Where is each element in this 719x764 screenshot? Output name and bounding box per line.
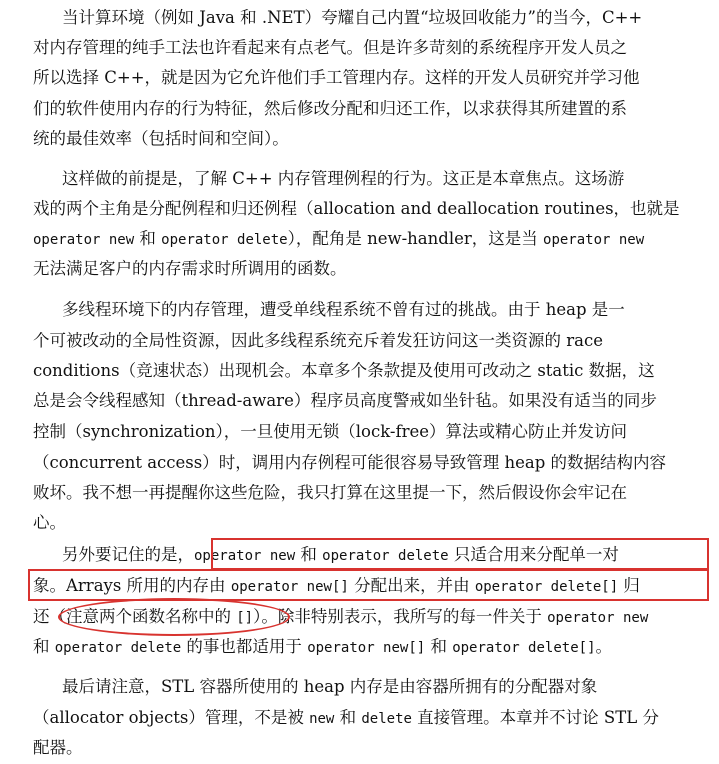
p2-line-1: 这样做的前提是，了解 C++ 内存管理例程的行为。这正是本章焦点。这场游 [62,169,625,188]
code-new: new [309,711,335,727]
text-fragment: 只适合用来分配单一对 [448,545,619,564]
code-operator-new-array: operator new[] [230,579,349,595]
code-operator-delete: operator delete [161,232,288,248]
code-operator-delete-array: operator delete[] [452,640,596,656]
p4-line-1 [62,540,619,570]
p3-line-4: 总是会令线程感知（thread-aware）程序员高度警戒如坐针毡。如果没有适当的同步 [33,391,657,410]
p1-line-3: 所以选择 C++，就是因为它允许他们手工管理内存。这样的开发人员研究并学习他 [33,68,640,87]
p3-line-8: 心。 [33,513,66,532]
p5-line-1: 最后请注意，STL 容器所使用的 heap 内存是由容器所拥有的分配器对象 [62,677,598,696]
p4-line-2 [33,571,640,601]
p2-line-2: 戏的两个主角是分配例程和归还例程（allocation and deallocation routines，也就是 [33,199,680,218]
p4-line-3 [33,602,648,632]
code-operator-delete: operator delete [54,640,182,656]
text-fragment: 和 [425,637,453,656]
p4-line-4 [33,632,612,662]
code-brackets: [] [236,610,254,626]
p1-line-1: 当计算环境（例如 Java 和 .NET）夸耀自己内置“垃圾回收能力”的当今，C++ [62,8,643,27]
p3-line-6: （concurrent access）时，调用内存例程可能很容易导致管理 heap 的数据结构内容 [33,453,667,472]
code-delete: delete [361,711,412,727]
code-operator-delete-array: operator delete[] [474,579,619,595]
text-fragment: （allocator objects）管理，不是被 [33,708,310,727]
text-fragment: 和 [33,637,55,656]
p5-line-3: 配器。 [33,738,83,757]
text-fragment: 和 [334,708,362,727]
p2-line-3 [33,224,644,254]
p3-line-7: 败坏。我不想一再提醒你这些危险，我只打算在这里提一下，然后假设你会牢记在 [33,483,627,502]
text-fragment: 归 [618,576,640,595]
text-fragment: 和 [134,229,162,248]
p2-line-4: 无法满足客户的内存需求时所调用的函数。 [33,259,347,278]
text-fragment: ）。除非特别表示，我所写的每一件关于 [253,607,548,626]
p5-line-2 [33,703,659,733]
code-operator-new: operator new [543,232,645,248]
p3-line-2: 个可被改动的全局性资源，因此多线程系统充斥着发狂访问这一类资源的 race [33,331,603,350]
p1-line-5: 统的最佳效率（包括时间和空间）。 [33,129,289,148]
text-fragment: 和 [295,545,323,564]
text-fragment: 直接管理。本章并不讨论 STL 分 [411,708,659,727]
code-operator-delete: operator delete [322,548,449,564]
text-fragment: 。 [595,637,612,656]
p3-line-1: 多线程环境下的内存管理，遭受单线程系统不曾有过的挑战。由于 heap 是一 [62,300,625,319]
code-operator-new: operator new [547,610,649,626]
text-fragment: 分配出来，并由 [348,576,475,595]
text-fragment: 另外要记住的是， [62,545,194,564]
p1-line-2: 对内存管理的纯手工法也许看起来有点老气。但是许多苛刻的系统程序开发人员之 [33,38,627,57]
text-fragment: ），配角是 new-handler，这是当 [287,229,544,248]
p3-line-3: conditions（竞速状态）出现机会。本章多个条款提及使用可改动之 static 数据，这 [33,361,655,380]
code-operator-new: operator new [194,548,296,564]
text-fragment: 的事也都适用于 [181,637,308,656]
text-fragment: 象。Arrays 所用的内存由 [33,576,231,595]
text-fragment: 还（注意两个函数名称中的 [33,607,237,626]
code-operator-new: operator new [33,232,135,248]
code-operator-new-array: operator new[] [307,640,426,656]
p1-line-4: 们的软件使用内存的行为特征，然后修改分配和归还工作，以求获得其所建置的系 [33,99,627,118]
p3-line-5: 控制（synchronization），一旦使用无锁（lock-free）算法或精心防止并发访问 [33,422,628,441]
